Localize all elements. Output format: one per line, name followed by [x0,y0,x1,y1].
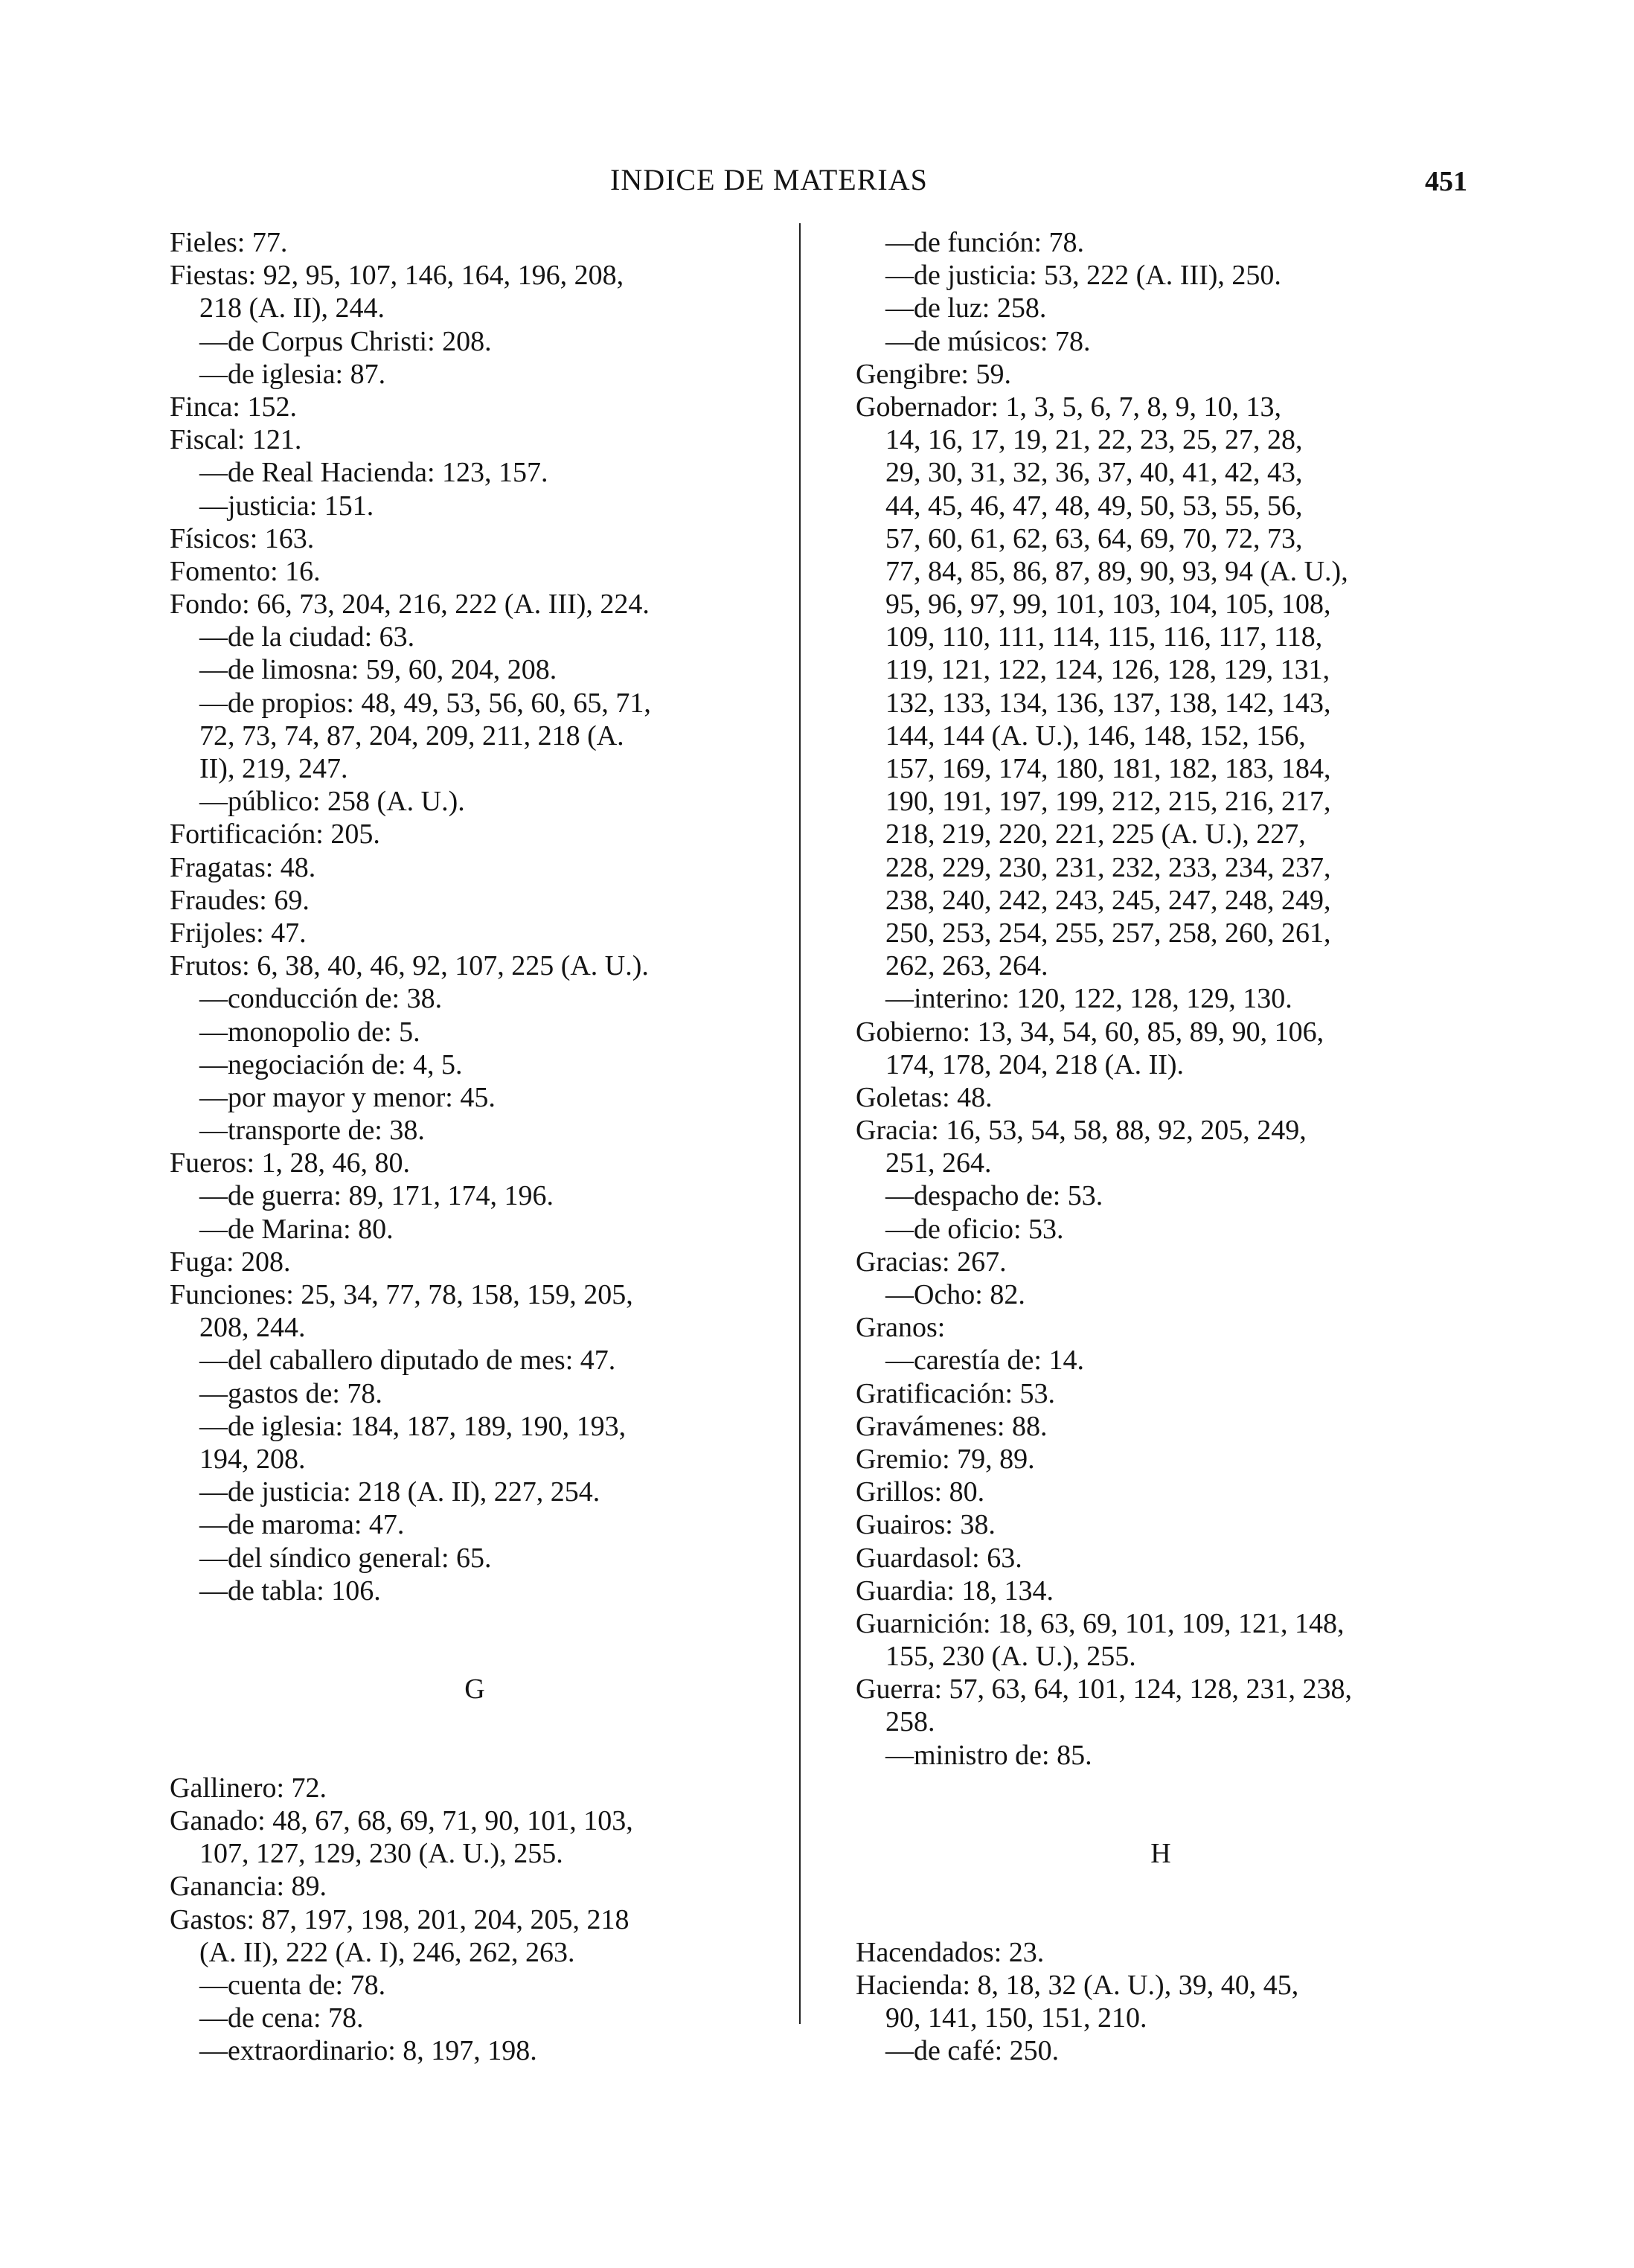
index-entry-line: Hacienda: 8, 18, 32 (A. U.), 39, 40, 45, [856,1969,1299,2001]
index-subentry-line: 44, 45, 46, 47, 48, 49, 50, 53, 55, 56, [885,490,1303,522]
index-subentry-line: —interino: 120, 122, 128, 129, 130. [885,983,1292,1015]
index-entry-line: Fieles: 77. [170,227,288,258]
page-number: 451 [1425,166,1467,197]
index-subentry-line: 208, 244. [199,1312,306,1344]
spacer-line [856,1903,1466,1936]
index-entry-line: Gremio: 79, 89. [856,1443,1035,1475]
index-subentry-line: 144, 144 (A. U.), 146, 148, 152, 156, [885,720,1306,752]
index-entry-line: Gravámenes: 88. [856,1410,1048,1442]
index-subentry-line: —de oficio: 53. [885,1213,1064,1245]
index-subentry-line: —de músicos: 78. [885,325,1091,357]
index-subentry-line: 107, 127, 129, 230 (A. U.), 255. [199,1838,563,1870]
index-subentry-line: —de maroma: 47. [199,1509,405,1541]
index-subentry-line: 251, 264. [885,1147,992,1179]
index-subentry-line: —de tabla: 106. [199,1575,381,1606]
index-subentry-line: II), 219, 247. [199,753,348,784]
index-entry-line: Gobierno: 13, 34, 54, 60, 85, 89, 90, 106, [856,1016,1324,1048]
index-subentry-line: —ministro de: 85. [885,1739,1092,1771]
index-subentry-line: 194, 208. [199,1443,306,1475]
left-index-column [170,226,780,2068]
index-subentry-line: 57, 60, 61, 62, 63, 64, 69, 70, 72, 73, [885,522,1303,554]
spacer-line [170,1739,780,1772]
index-subentry-line: —de luz: 258. [885,292,1047,324]
section-letter-heading: H [1150,1838,1171,1870]
index-entry-line: Fraudes: 69. [170,884,310,916]
index-subentry-line: —Ocho: 82. [885,1279,1025,1310]
index-entry-line: Fomento: 16. [170,555,321,587]
index-subentry-line: —de Marina: 80. [199,1213,394,1245]
index-entry-line: Fragatas: 48. [170,851,316,883]
index-subentry-line: 174, 178, 204, 218 (A. II). [885,1048,1185,1080]
index-entry-line: Fuga: 208. [170,1246,291,1278]
index-subentry-line: —de Corpus Christi: 208. [199,325,492,357]
index-subentry-line: 72, 73, 74, 87, 204, 209, 211, 218 (A. [199,720,624,752]
index-subentry-line: 238, 240, 242, 243, 245, 247, 248, 249, [885,884,1331,916]
index-subentry-line: —por mayor y menor: 45. [199,1081,496,1113]
index-subentry-line: 218 (A. II), 244. [199,292,385,324]
index-subentry-line: —de propios: 48, 49, 53, 56, 60, 65, 71, [199,687,651,719]
index-subentry-line: —justicia: 151. [199,490,374,522]
index-entry-line: Granos: [856,1312,946,1344]
index-subentry-line: (A. II), 222 (A. I), 246, 262, 263. [199,1936,575,1968]
index-subentry-line: 218, 219, 220, 221, 225 (A. U.), 227, [885,819,1306,850]
index-entry-line: Hacendados: 23. [856,1936,1045,1968]
index-subentry-line: —de café: 250. [885,2035,1060,2067]
index-subentry-line: —de función: 78. [885,227,1085,258]
index-subentry-line: —del síndico general: 65. [199,1542,492,1574]
spacer-line [170,1705,780,1738]
index-entry-line: Fiestas: 92, 95, 107, 146, 164, 196, 208, [170,260,624,292]
index-entry-line: Guerra: 57, 63, 64, 101, 124, 128, 231, 238, [856,1673,1353,1705]
index-entry-line: Funciones: 25, 34, 77, 78, 158, 159, 205, [170,1279,633,1310]
index-subentry-line: —de Real Hacienda: 123, 157. [199,457,548,489]
index-entry-line: Goletas: 48. [856,1081,993,1113]
section-letter-heading: G [464,1673,485,1705]
index-subentry-line: —extraordinario: 8, 197, 198. [199,2035,537,2067]
index-subentry-line: —del caballero diputado de mes: 47. [199,1345,616,1377]
index-subentry-line: —de justicia: 53, 222 (A. III), 250. [885,260,1281,292]
index-subentry-line: 228, 229, 230, 231, 232, 233, 234, 237, [885,851,1331,883]
index-subentry-line: —de la ciudad: 63. [199,621,415,653]
spacer-line [170,1607,780,1640]
right-index-column [856,226,1466,2068]
index-subentry-line: 29, 30, 31, 32, 36, 37, 40, 41, 42, 43, [885,457,1303,489]
index-subentry-line: 190, 191, 197, 199, 212, 215, 216, 217, [885,786,1331,818]
index-subentry-line: —negociación de: 4, 5. [199,1048,463,1080]
index-subentry-line: 95, 96, 97, 99, 101, 103, 104, 105, 108, [885,589,1331,621]
index-entry-line: Ganado: 48, 67, 68, 69, 71, 90, 101, 103, [170,1805,633,1836]
index-entry-line: Frutos: 6, 38, 40, 46, 92, 107, 225 (A. U.). [170,950,649,982]
spacer-line [856,1804,1466,1837]
index-subentry-line: —de justicia: 218 (A. II), 227, 254. [199,1476,600,1508]
index-subentry-line: —transporte de: 38. [199,1115,425,1147]
index-subentry-line: —carestía de: 14. [885,1345,1084,1377]
index-subentry-line: 109, 110, 111, 114, 115, 116, 117, 118, [885,621,1323,653]
index-subentry-line: —de cena: 78. [199,2002,364,2034]
index-subentry-line: 155, 230 (A. U.), 255. [885,1641,1136,1673]
index-entry-line: Guairos: 38. [856,1509,996,1541]
index-subentry-line: —de guerra: 89, 171, 174, 196. [199,1180,554,1212]
index-subentry-line: 157, 169, 174, 180, 181, 182, 183, 184, [885,753,1331,784]
index-subentry-line: 262, 263, 264. [885,950,1048,982]
index-subentry-line: 14, 16, 17, 19, 21, 22, 23, 25, 27, 28, [885,424,1303,456]
index-entry-line: Gracias: 267. [856,1246,1007,1278]
index-subentry-line: —despacho de: 53. [885,1180,1103,1212]
index-subentry-line: —monopolio de: 5. [199,1016,420,1048]
spacer-line [170,1640,780,1673]
index-subentry-line: 258. [885,1706,935,1738]
index-subentry-line: —de iglesia: 87. [199,358,386,390]
index-entry-line: Guarnición: 18, 63, 69, 101, 109, 121, 148, [856,1607,1345,1639]
index-subentry-line: 77, 84, 85, 86, 87, 89, 90, 93, 94 (A. U.), [885,555,1348,587]
spacer-line [856,1870,1466,1903]
column-divider [799,223,801,2024]
index-entry-line: Gastos: 87, 197, 198, 201, 204, 205, 218 [170,1903,629,1935]
index-subentry-line: —de limosna: 59, 60, 204, 208. [199,654,557,686]
index-entry-line: Gallinero: 72. [170,1772,327,1804]
index-entry-line: Gobernador: 1, 3, 5, 6, 7, 8, 9, 10, 13, [856,391,1282,423]
spacer-line [856,1772,1466,1804]
index-entry-line: Gracia: 16, 53, 54, 58, 88, 92, 205, 249, [856,1115,1307,1147]
index-entry-line: Finca: 152. [170,391,297,423]
index-subentry-line: —de iglesia: 184, 187, 189, 190, 193, [199,1410,627,1442]
index-entry-line: Guardia: 18, 134. [856,1575,1054,1606]
index-entry-line: Guardasol: 63. [856,1542,1022,1574]
index-entry-line: Grillos: 80. [856,1476,985,1508]
index-entry-line: Fortificación: 205. [170,819,380,850]
index-entry-line: Fueros: 1, 28, 46, 80. [170,1147,410,1179]
index-entry-line: Fiscal: 121. [170,424,302,456]
index-entry-line: Fondo: 66, 73, 204, 216, 222 (A. III), 224. [170,589,650,621]
running-header-title: INDICE DE MATERIAS [610,163,928,196]
index-subentry-line: —gastos de: 78. [199,1377,382,1409]
index-entry-line: Frijoles: 47. [170,917,307,949]
index-subentry-line: —cuenta de: 78. [199,1969,386,2001]
index-subentry-line: 132, 133, 134, 136, 137, 138, 142, 143, [885,687,1331,719]
index-entry-line: Gengibre: 59. [856,358,1011,390]
index-entry-line: Ganancia: 89. [170,1871,327,1903]
index-entry-line: Físicos: 163. [170,522,315,554]
index-subentry-line: —público: 258 (A. U.). [199,786,465,818]
index-subentry-line: 119, 121, 122, 124, 126, 128, 129, 131, [885,654,1330,686]
index-subentry-line: —conducción de: 38. [199,983,443,1015]
index-subentry-line: 90, 141, 150, 151, 210. [885,2002,1147,2034]
index-entry-line: Gratificación: 53. [856,1377,1056,1409]
index-subentry-line: 250, 253, 254, 255, 257, 258, 260, 261, [885,917,1331,949]
